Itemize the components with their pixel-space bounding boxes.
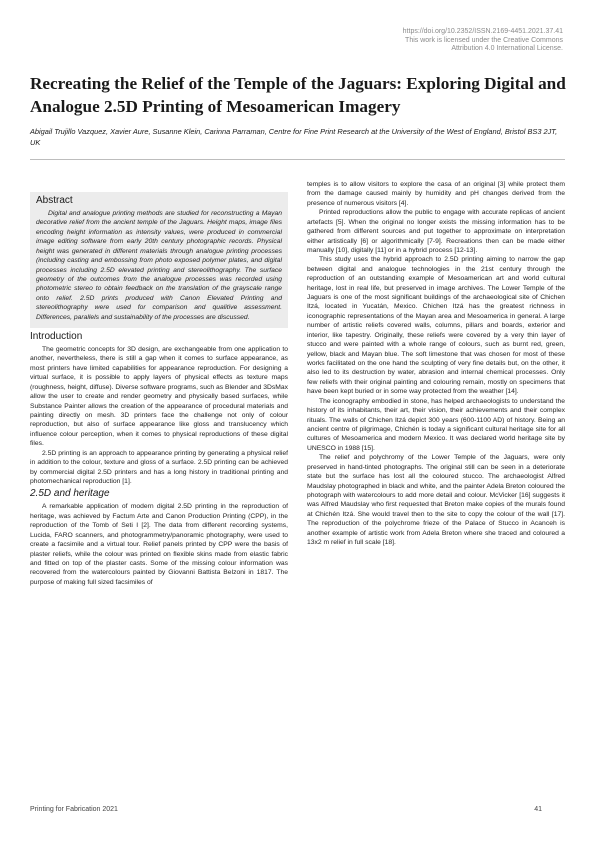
paragraph: temples is to allow visitors to explore the casa of an original [3] while protect them from the damage caused mainly by humidity and pH changes derived from the presence of numerous visitors [4]. <box>307 181 565 207</box>
footer-proceedings: Printing for Fabrication 2021 <box>30 806 118 813</box>
abstract-box <box>30 192 288 328</box>
paragraph: A remarkable application of modern digital 2.5D printing in the reproduction of heritage, was achieved by Factum Arte and Canon Production Printing (CPP), in the reproduction of the Tomb of Seti I [2]. The data from different recording systems, Lucida, FARO scanners, and photogrammetry/panoramic photography, were used to create a facsimile and a virtual tour. Relief panels printed by CPP were the basis of plaster reliefs, while the colour was printed on flexible skins made from elastic fabric and fitted on top of the plaster casts. Some of the missing colour information was recovered from the watercolours painted by Giovanni Battista Belzoni in 1817. The purpose of making full sized facsimiles of <box>30 503 288 586</box>
page-number: 41 <box>534 806 542 813</box>
abstract-text: Digital and analogue printing methods are studied for reconstructing a Mayan decorative relief from the ancient temple of the Jaguars. Height maps, image files encoding height information as intensity values, were produced in commercial image editing software from early 20th century photographic records. Physical height was generated in different materials through analogue printing processes (including casting and embossing from photo exposed polymer plates, and digital processes including 2.5D elevated printing and stereolithography. The surface geometry of the outcomes from the analogue processes was recorded using photometric stereo to obtain feedback on the translation of the grayscale range onto relief. 2.5D prints produced with Canon Elevated Printing and stereolithography were used for comparison and qualitive assessment. Differences, parallels and sustainability of the processes are discussed. <box>36 210 282 321</box>
paper-title: Recreating the Relief of the Temple of the Jaguars: Exploring Digital and Analogue 2.5D Printing of Mesoamerican Imagery <box>30 74 566 116</box>
introduction-heading: Introduction <box>30 331 83 343</box>
paragraph: 2.5D printing is an approach to appearance printing by generating a physical relief in addition to the colour, texture and gloss of a surface. 2.5D printing can be achieved by commercial digital 2.5D printers and has a long history in traditional printing and photomechanical reproduction [1]. <box>30 449 288 485</box>
paragraph: This study uses the hybrid approach to 2.5D printing aiming to narrow the gap between digital and analogue technologies in the 21st century through the reproduction of an outstanding example of Mesoamerican art and world cultural heritage, lost in real life, but preserved in image archives. The Lower Temple of the Jaguars is one of the most significant buildings of the archaeological site of Chichen Itzá, located in Yucatán, Mexico. Chichen Itzá has the greatest richness in iconographic representations of the Mayan area and Mesoamerica in general. A large number of artistic reliefs covered walls, columns, pillars and boards, exterior and interior, like tapestry. Originally, these reliefs were covered by a very thin layer of stucco and were painted with a whole range of colours, such as burnt red, green, yellow, black and Mayan blue. The soft limestone that was chosen for most of these works facilitated on the one hand the sculpting of very fine details but, on the other, it also led to its destruction by water, abrasion and internal chemical processes. Only few reliefs with their original painting and colouring remain, mostly on specimens that have been kept buried or in some way protected from the weather [14]. <box>307 256 565 396</box>
author-affiliation: Abigail Trujillo Vazquez, Xavier Aure, Susanne Klein, Carinna Parraman, Centre for Fine Print Research at the University of the West of England, Bristol BS3 2JT, UK <box>30 127 558 147</box>
left-column <box>30 192 288 587</box>
license-line: Attribution 4.0 International License. <box>451 45 563 52</box>
license-notice <box>303 28 563 54</box>
paragraph: The relief and polychromy of the Lower Temple of the Jaguars, were only preserved in hand-tinted photographs. The original still can be seen in a deteriorate state but the surface has lost all the coloured stucco. The archaeologist Alfred Maudslay photographed in black and white, and the painter Adela Breton coloured the photograph with watercolours to add more detail and colour. McVicker [16] suggests it was Alfred Maudslay who first requested that Breton make copies of the murals found at Chichén Itzá. She would travel then to the site to copy the colour of the wall [17]. The reproduction of the polychrome frieze of the Palace of Stucco in Acanceh is another example of artistic work from Adela Breton where she traced and coloured a 13x2 m relief in full scale [18]. <box>307 454 565 547</box>
header-divider <box>30 159 565 160</box>
paragraph: Printed reproductions allow the public to engage with accurate replicas of ancient artefacts [5]. When the original no longer exists the missing information has to be gathered from different sources and put together to approximate on interpretation either artistically [6] or algorithmically [7-9]. Recreations then can be made either manually [10], digitally [11] or in a hybrid process [12-13]. <box>307 209 565 254</box>
abstract-heading: Abstract <box>36 195 73 206</box>
paragraph: The geometric concepts for 3D design, are exchangeable from one application to another, nevertheless, there is still a gap when it comes to surface appearance, as most printers have limited capabilities for appearance reproduction. For designing a virtual surface, it is possible to apply layers of physical effects as texture maps (roughness, height, diffuse). Diverse software programs, such as Blender and 3DsMax allow the user to create and render geometry and physically based surfaces, while Substance Painter allows the creation of the appearance of procedural materials and painting directly on mesh. 3D printers face the challenge not only of colour reproduction, but also of surface appearance like gloss and translucency which influence colour perception, when it comes to physical reproductions of these digital files. <box>30 346 288 448</box>
doi-link[interactable]: https://doi.org/10.2352/ISSN.2169-4451.2021.37.41 <box>402 28 563 35</box>
right-column <box>307 180 565 547</box>
heritage-heading: 2.5D and heritage <box>30 488 110 500</box>
paragraph: The iconography embodied in stone, has helped archaeologists to understand the history of its inhabitants, their art, their vision, their achievements and their complex rituals. The walls of Chichen Itzá depict 300 years (600-1100 AD) of history. Being an ancient centre of pilgrimage, Chichén is today a significant cultural heritage site for all cultures of Mesoamerica and modern Mexico. It was declared world heritage site by UNESCO in 1988 [15]. <box>307 397 565 452</box>
license-line: This work is licensed under the Creative Commons <box>405 36 563 44</box>
